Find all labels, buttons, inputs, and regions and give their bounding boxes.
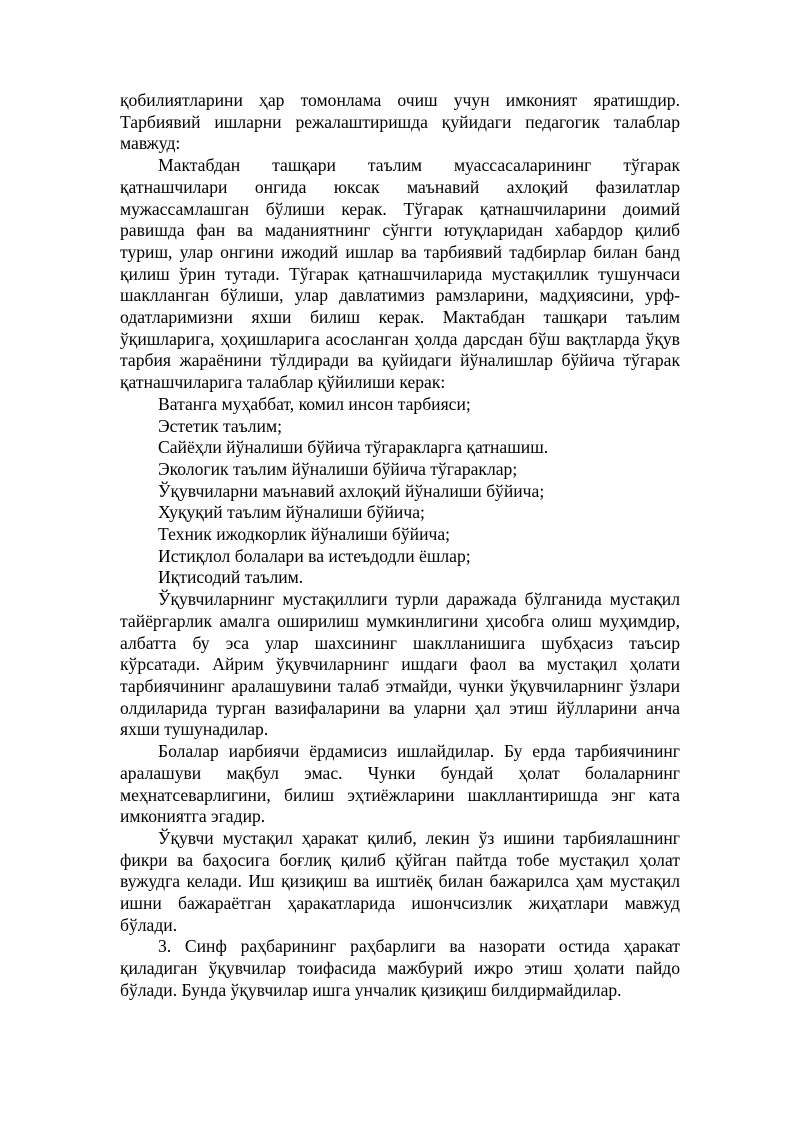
directions-list — [120, 394, 680, 589]
list-item: Сайёҳли йўналиши бўйича тўгаракларга қатнашиш. — [158, 437, 549, 458]
paragraph-requirements: Мактабдан ташқари таълим муассасаларининг тўгарак қатнашчилари онгида юксак маънавий ахлоқий фазилатлар мужассамлашган бўлиши керак. Тўгарак қатнашчиларини доимий равишда фан ва маданиятнинг сўнгги ютуқларидан хабардор қилиб туриш, улар онгини ижодий ишлар ва тарбиявий тадбирлар билан банд қилиш ўрин тутади. Тўгарак қатнашчиларида мустақиллик тушунчаси шаклланган бўлиши, улар давлатимиз рамзларини, мадҳиясини, урф-одатларимизни яхши билиш керак. Мактабдан ташқари таълим ўқишларига, ҳоҳишларига асосланган ҳолда дарсдан бўш вақтларда ўқув тарбия жараёнини тўлдиради ва қуйидаги йўналишлар бўйича тўгарак қатнашчиларига талаблар қўйилиши керак: — [120, 155, 680, 393]
list-item: Хуқуқий таълим йўналиши бўйича; — [158, 502, 425, 523]
paragraph-independence: Ўқувчиларнинг мустақиллиги турли даражада бўлганида мустақил тайёргарлик амалга оширилиш мумкинлигини ҳисобга олиш муҳимдир, албатта бу эса улар шахсининг шаклланишига шубҳасиз таъсир кўрсатади. Айрим ўқувчиларнинг ишдаги фаол ва мустақил ҳолати тарбиячининг аралашувини талаб этмайди, чунки ўқувчиларнинг ўзлари олдиларида турган вазифаларини ва уларни ҳал этиш йўлларини анча яхши тушунадилар. — [120, 589, 680, 740]
paragraph-intro: қобилиятларини ҳар томонлама очиш учун имконият яратишдир. Тарбиявий ишларни режалаштиришда қуйидаги педагогик талаблар мавжуд: — [120, 90, 680, 154]
list-item: Ўқувчиларни маънавий ахлоқий йўналиши бўйича; — [158, 480, 545, 501]
list-item: Иқтисодий таълим. — [158, 567, 304, 588]
list-item: Техник ижодкорлик йўналиши бўйича; — [158, 524, 451, 545]
list-item: Экологик таълим йўналиши бўйича тўгараклар; — [158, 458, 518, 479]
paragraph-point-3: 3. Синф раҳбарининг раҳбарлиги ва назорати остида ҳаракат қиладиган ўқувчилар тоифасида мажбурий ижро этиш ҳолати пайдо бўлади. Бунда ўқувчилар ишга унчалик қизиқиш билдирмайдилар. — [120, 936, 680, 1000]
paragraph-children-work: Болалар иарбиячи ёрдамисиз ишлайдилар. Бу ерда тарбиячининг аралашуви мақбул эмас. Чунки бундай ҳолат болаларнинг меҳнатсеварлигини, билиш эҳтиёжларини шакллантиришда энг ката имкониятга эгадир. — [120, 741, 680, 827]
document-body — [120, 90, 680, 1002]
list-item: Ватанга муҳаббат, комил инсон тарбияси; — [158, 393, 471, 414]
paragraph-dependent-state: Ўқувчи мустақил ҳаракат қилиб, лекин ўз ишини тарбиялашнинг фикри ва баҳосига боғлиқ қилиб қўйган пайтда тобе мустақил ҳолат вужудга келади. Иш қизиқиш ва иштиёқ билан бажарилса ҳам мустақил ишни бажараётган ҳаракатларида ишончсизлик жиҳатлари мавжуд бўлади. — [120, 827, 680, 935]
list-item: Эстетик таълим; — [158, 415, 282, 436]
list-item: Истиқлол болалари ва истеъдодли ёшлар; — [158, 545, 471, 566]
